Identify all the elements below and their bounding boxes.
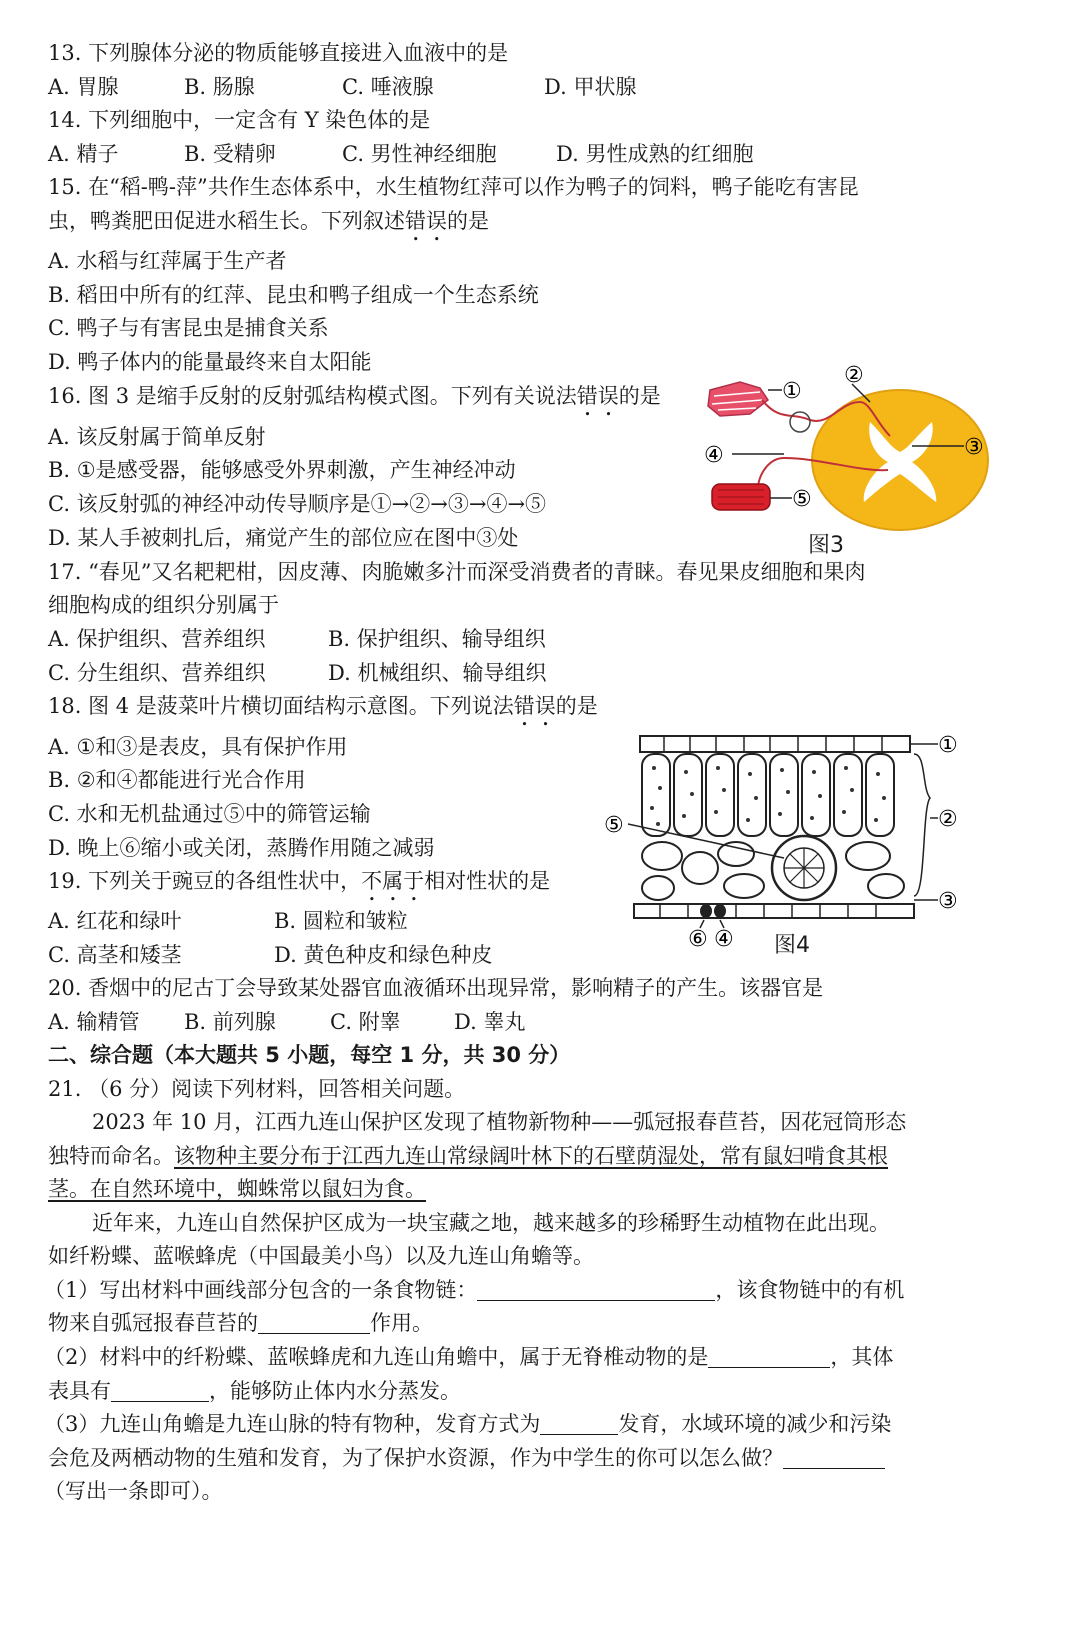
answer-blank-development[interactable] — [540, 1412, 618, 1435]
q15-option-c: C. 鸭子与有害昆虫是捕食关系 — [48, 316, 329, 340]
upper-epidermis — [640, 736, 910, 752]
q17-stem-line1: 17. “春见”又名耙耙柑，因皮薄、肉脆嫩多汁而深受消费者的青睐。春见果皮细胞和果肉 — [48, 560, 866, 584]
q21-sub3-line1 — [44, 1409, 891, 1439]
q21-underlined-text-cont: 茎。在自然环境中，蜘蛛常以鼠妇为食。 — [48, 1177, 426, 1201]
q14-options — [48, 139, 753, 169]
q21-para1-line1: 2023 年 10 月，江西九连山保护区发现了植物新物种——弧冠报春苣苔，因花冠筒形态 — [92, 1110, 907, 1134]
fig3-label-2: ② — [844, 363, 864, 388]
fig3-caption: 图3 — [808, 533, 844, 558]
q21-sub2-tail: ，其体 — [830, 1345, 894, 1369]
spongy-cell — [682, 852, 718, 884]
fig4-label-5: ⑤ — [604, 813, 624, 838]
q21-sub1-tail2: 作用。 — [370, 1311, 433, 1335]
guard-cell-left — [700, 904, 712, 918]
q18-stem-tail: 的是 — [555, 694, 598, 718]
q19-stem — [48, 866, 550, 906]
palisade-layer — [642, 754, 894, 836]
q13-option-b: B. 肠腺 — [184, 75, 255, 99]
q15-stem-tail: 的是 — [447, 209, 489, 233]
fig4-label-2: ② — [938, 807, 958, 832]
fig4-label-3: ③ — [938, 889, 958, 914]
q21-sub1-line1 — [44, 1275, 904, 1305]
q19-stem-text: 19. 下列关于豌豆的各组性状中， — [48, 869, 362, 893]
q21-para2-line1: 近年来，九连山自然保护区成为一块宝藏之地，越来越多的珍稀野生动植物在此出现。 — [92, 1211, 890, 1235]
q21-sub2-tail2: ，能够防止体内水分蒸发。 — [209, 1379, 461, 1403]
q21-para1-line3 — [48, 1174, 426, 1204]
palisade-cell — [834, 754, 862, 836]
answer-blank-food-chain[interactable] — [477, 1278, 715, 1301]
palisade-cell — [706, 754, 734, 836]
q16-option-a: A. 该反射属于简单反射 — [48, 425, 266, 449]
q21-para1-line2 — [48, 1141, 888, 1171]
q21-sub3-tail: 发育，水域环境的减少和污染 — [618, 1412, 892, 1436]
q13-options — [48, 72, 636, 102]
q18-option-c: C. 水和无机盐通过⑤中的筛管运输 — [48, 802, 371, 826]
q17-option-c: C. 分生组织、营养组织 — [48, 661, 266, 685]
leaf-section-figure — [604, 728, 984, 958]
q15-emphasis: 错误 — [405, 209, 447, 233]
q18-option-b: B. ②和④都能进行光合作用 — [48, 768, 306, 792]
vein-vessels — [784, 848, 824, 888]
palisade-cell — [802, 754, 830, 836]
q13-option-d: D. 甲状腺 — [544, 75, 637, 99]
q16-stem-tail: 的是 — [618, 384, 661, 408]
fig3-label-5: ⑤ — [792, 487, 812, 512]
q20-option-d: D. 睾丸 — [454, 1010, 526, 1034]
q21-sub2-text: （2）材料中的纤粉蝶、蓝喉蜂虎和九连山角蟾中，属于无脊椎动物的是 — [44, 1345, 709, 1369]
q17-option-b: B. 保护组织、输导组织 — [328, 627, 546, 651]
skin-receptor-shape — [708, 382, 768, 416]
q19-stem-tail: 相对性状的是 — [424, 869, 551, 893]
q21-underlined-text: 该物种主要分布于江西九连山常绿阔叶林下的石壁荫湿处，常有鼠妇啃食其根 — [174, 1144, 888, 1168]
q21-sub1-text2: 物来自弧冠报春苣苔的 — [48, 1311, 258, 1335]
spongy-cell — [724, 874, 764, 898]
q19-emphasis: 不属于 — [361, 869, 425, 893]
q13-option-a: A. 胃腺 — [48, 75, 119, 99]
fig4-caption: 图4 — [774, 933, 810, 958]
q15-stem-line1: 15. 在“稻-鸭-萍”共作生态体系中，水生植物红萍可以作为鸭子的饲料，鸭子能吃有害昆 — [48, 175, 859, 199]
q20-option-b: B. 前列腺 — [184, 1010, 276, 1034]
q17-option-a: A. 保护组织、营养组织 — [48, 627, 266, 651]
q17-option-d: D. 机械组织、输导组织 — [328, 661, 547, 685]
fig3-label-4: ④ — [704, 443, 724, 468]
q21-sub3-line3: （写出一条即可）。 — [44, 1479, 223, 1503]
q19-options-row1 — [48, 906, 408, 936]
q17-options-row2 — [48, 658, 546, 688]
q15-stem-line2 — [48, 206, 489, 246]
q18-option-a: A. ①和③是表皮，具有保护作用 — [48, 735, 348, 759]
reflex-arc-figure — [700, 362, 1010, 532]
q21-sub1-text: （1）写出材料中画线部分包含的一条食物链： — [44, 1278, 478, 1302]
q21-sub2-text2: 表具有 — [48, 1379, 111, 1403]
q20-option-c: C. 附睾 — [330, 1010, 401, 1034]
palisade-cell — [770, 754, 798, 836]
q21-sub1-tail: ，该食物链中的有机 — [715, 1278, 905, 1302]
q19-option-d: D. 黄色种皮和绿色种皮 — [274, 943, 493, 967]
guard-cell-right — [714, 904, 726, 918]
spongy-cell — [642, 876, 674, 900]
palisade-cell — [674, 754, 702, 836]
q20-option-a: A. 输精管 — [48, 1010, 140, 1034]
fig4-label-6: ⑥ — [688, 927, 708, 952]
q16-option-d: D. 某人手被刺扎后，痛觉产生的部位应在图中③处 — [48, 526, 519, 550]
q21-para2-line2: 如纤粉蝶、蓝喉蜂虎（中国最美小鸟）以及九连山角蟾等。 — [48, 1244, 594, 1268]
q16-stem — [48, 381, 661, 421]
q18-stem-text: 18. 图 4 是菠菜叶片横切面结构示意图。下列说法 — [48, 694, 514, 718]
ganglion-circle — [790, 412, 810, 432]
palisade-cell — [866, 754, 894, 836]
q19-option-c: C. 高茎和矮茎 — [48, 943, 182, 967]
q14-option-b: B. 受精卵 — [184, 142, 276, 166]
q16-stem-text: 16. 图 3 是缩手反射的反射弧结构模式图。下列有关说法 — [48, 384, 577, 408]
q19-option-a: A. 红花和绿叶 — [48, 909, 182, 933]
q19-options-row2 — [48, 940, 492, 970]
spongy-cell — [846, 842, 890, 870]
spongy-cell — [642, 842, 682, 870]
fig4-label-1: ① — [938, 733, 958, 758]
palisade-spongy-brace — [914, 754, 930, 896]
answer-blank-water-protection[interactable] — [783, 1446, 885, 1469]
q14-option-c: C. 男性神经细胞 — [342, 142, 497, 166]
q21-sub2-line2 — [48, 1376, 461, 1406]
q21-sub3-text: （3）九连山角蟾是九连山脉的特有物种，发育方式为 — [44, 1412, 541, 1436]
q19-option-b: B. 圆粒和皱粒 — [274, 909, 408, 933]
q14-stem: 14. 下列细胞中，一定含有 Y 染色体的是 — [48, 108, 431, 132]
q13-option-c: C. 唾液腺 — [342, 75, 434, 99]
lower-epidermis — [634, 904, 914, 918]
q20-options — [48, 1007, 525, 1037]
spongy-cell — [868, 874, 904, 898]
palisade-cell — [642, 754, 670, 836]
q21-sub1-line2 — [48, 1308, 433, 1338]
q14-option-d: D. 男性成熟的红细胞 — [556, 142, 754, 166]
q15-option-b: B. 稻田中所有的红萍、昆虫和鸭子组成一个生态系统 — [48, 283, 539, 307]
q15-stem-text: 虫，鸭粪肥田促进水稻生长。下列叙述 — [48, 209, 405, 233]
q21-sub3-line2 — [48, 1443, 885, 1473]
fig4-label-4: ④ — [714, 927, 734, 952]
q17-options-row1 — [48, 624, 546, 654]
fig3-label-3: ③ — [964, 435, 984, 460]
q13-stem: 13. 下列腺体分泌的物质能够直接进入血液中的是 — [48, 41, 509, 65]
palisade-cell — [738, 754, 766, 836]
q21-sub3-text2: 会危及两栖动物的生殖和发育，为了保护水资源，作为中学生的你可以怎么做？ — [48, 1446, 783, 1470]
section-heading: 二、综合题（本大题共 5 小题，每空 1 分，共 30 分） — [48, 1043, 571, 1067]
q18-stem — [48, 691, 598, 731]
q21-sub2-line1 — [44, 1342, 893, 1372]
answer-blank-exoskeleton[interactable] — [111, 1379, 209, 1402]
fig3-label-1: ① — [782, 379, 802, 404]
q14-option-a: A. 精子 — [48, 142, 119, 166]
q18-option-d: D. 晚上⑥缩小或关闭，蒸腾作用随之减弱 — [48, 836, 435, 860]
q20-stem: 20. 香烟中的尼古丁会导致某处器官血液循环出现异常，影响精子的产生。该器官是 — [48, 976, 824, 1000]
q15-option-a: A. 水稻与红萍属于生产者 — [48, 249, 287, 273]
answer-blank-photosynthesis[interactable] — [258, 1311, 370, 1334]
q16-option-b: B. ①是感受器，能够感受外界刺激，产生神经冲动 — [48, 458, 516, 482]
answer-blank-invertebrate[interactable] — [708, 1345, 830, 1368]
q21-stem: 21. （6 分）阅读下列材料，回答相关问题。 — [48, 1077, 466, 1101]
q17-stem-line2: 细胞构成的组织分别属于 — [48, 593, 279, 617]
q16-emphasis: 错误 — [576, 384, 619, 408]
q15-option-d: D. 鸭子体内的能量最终来自太阳能 — [48, 350, 372, 374]
q16-option-c: C. 该反射弧的神经冲动传导顺序是①→②→③→④→⑤ — [48, 492, 547, 516]
q18-emphasis: 错误 — [513, 694, 556, 718]
q21-para1-text: 独特而命名。 — [48, 1144, 174, 1168]
spongy-cell — [718, 842, 754, 866]
